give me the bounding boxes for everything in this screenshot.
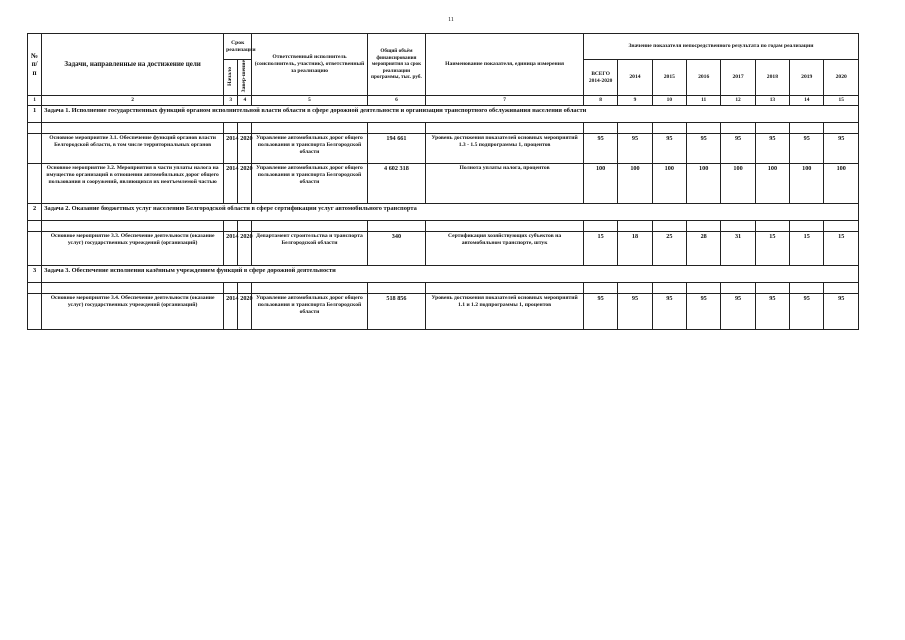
end-year: 2020 <box>238 232 252 266</box>
value-year: 95 <box>618 134 652 164</box>
column-number: 12 <box>721 96 755 106</box>
indicator-name: Уровень достижения показателей основных мероприятий 1.3 - 1.5 подпрограммы 1, процентов <box>426 134 584 164</box>
task-row <box>28 204 859 221</box>
task-num: 3 <box>28 266 42 283</box>
header-volume: Общий объём финансирования мероприятия за срок реализации программы, тыс. руб. <box>367 34 426 96</box>
column-number: 3 <box>224 96 238 106</box>
value-total: 95 <box>583 134 617 164</box>
header-year: 2014 <box>618 60 652 96</box>
column-number: 8 <box>583 96 617 106</box>
header-executor: Ответственный исполнитель (соисполнитель, участник), ответственный за реализацию <box>252 34 367 96</box>
header-tasks: Задачи, направленные на достижение цели <box>42 34 224 96</box>
column-number: 1 <box>28 96 42 106</box>
activity-name: Основное мероприятие 3.2. Мероприятия в части уплаты налога на имущество организаций в отношении автомобильных дорог общего пользования и сооружений, являющихся их неотъемлемой частью <box>42 164 224 204</box>
executor: Управление автомобильных дорог общего пользования и транспорта Белгородской области <box>252 164 367 204</box>
funding-volume: 4 602 318 <box>367 164 426 204</box>
header-start: Начало <box>227 66 234 86</box>
value-year: 18 <box>618 232 652 266</box>
value-year: 95 <box>755 134 789 164</box>
task-num: 2 <box>28 204 42 221</box>
value-year: 100 <box>824 164 859 204</box>
value-year: 95 <box>687 134 721 164</box>
value-year: 95 <box>721 294 755 330</box>
value-total: 95 <box>583 294 617 330</box>
start-year: 2014 <box>224 294 238 330</box>
value-total: 100 <box>583 164 617 204</box>
column-number: 5 <box>252 96 367 106</box>
value-year: 15 <box>790 232 824 266</box>
activity-name: Основное мероприятие 3.1. Обеспечение функций органов власти Белгородской области, в том числе территориальных органов <box>42 134 224 164</box>
value-year: 100 <box>721 164 755 204</box>
table-row <box>28 134 859 164</box>
value-year: 100 <box>687 164 721 204</box>
table-row <box>28 164 859 204</box>
column-number: 10 <box>652 96 686 106</box>
start-year: 2014 <box>224 134 238 164</box>
column-number: 7 <box>426 96 584 106</box>
task-row <box>28 266 859 283</box>
activity-name: Основное мероприятие 3.4. Обеспечение деятельности (оказание услуг) государственных учреждений (организаций) <box>42 294 224 330</box>
task-title: Задача 1. Исполнение государственных функций органом исполнительной власти области в сфере дорожной деятельности и организации транспортного обслуживания населения области <box>42 106 859 123</box>
value-year: 95 <box>790 134 824 164</box>
value-year: 95 <box>755 294 789 330</box>
end-year: 2020 <box>238 164 252 204</box>
start-year: 2014 <box>224 164 238 204</box>
task-row <box>28 106 859 123</box>
value-year: 100 <box>790 164 824 204</box>
header-year: 2015 <box>652 60 686 96</box>
value-year: 100 <box>652 164 686 204</box>
column-number: 14 <box>790 96 824 106</box>
column-number: 13 <box>755 96 789 106</box>
table-row <box>28 232 859 266</box>
header-term: Срок реализации <box>224 34 252 60</box>
header-total: ВСЕГО 2014-2020 <box>583 60 617 96</box>
value-year: 95 <box>790 294 824 330</box>
column-number: 11 <box>687 96 721 106</box>
value-year: 95 <box>824 134 859 164</box>
header-year: 2019 <box>790 60 824 96</box>
value-year: 28 <box>687 232 721 266</box>
indicators-table <box>27 33 859 330</box>
value-year: 25 <box>652 232 686 266</box>
value-total: 15 <box>583 232 617 266</box>
executor: Управление автомобильных дорог общего пользования и транспорта Белгородской области <box>252 134 367 164</box>
value-year: 95 <box>824 294 859 330</box>
column-number: 6 <box>367 96 426 106</box>
funding-volume: 340 <box>367 232 426 266</box>
column-number: 9 <box>618 96 652 106</box>
header-year: 2016 <box>687 60 721 96</box>
page-number: 11 <box>448 17 454 23</box>
header-num: № п/п <box>28 34 42 96</box>
value-year: 15 <box>824 232 859 266</box>
executor: Управление автомобильных дорог общего пользования и транспорта Белгородской области <box>252 294 367 330</box>
table-row <box>28 294 859 330</box>
value-year: 31 <box>721 232 755 266</box>
value-year: 95 <box>652 294 686 330</box>
end-year: 2020 <box>238 134 252 164</box>
header-values: Значение показателя непосредственного результата по годам реализации <box>583 34 858 60</box>
value-year: 95 <box>652 134 686 164</box>
value-year: 100 <box>755 164 789 204</box>
indicator-name: Уровень достижения показателей основных мероприятий 1.1 и 1.2 подпрограммы 1, процентов <box>426 294 584 330</box>
task-title: Задача 3. Обеспечение исполнения казённым учреждением функций в сфере дорожной деятельности <box>42 266 859 283</box>
task-num: 1 <box>28 106 42 123</box>
header-year: 2017 <box>721 60 755 96</box>
funding-volume: 518 856 <box>367 294 426 330</box>
value-year: 95 <box>687 294 721 330</box>
activity-name: Основное мероприятие 3.3. Обеспечение деятельности (оказание услуг) государственных учреждений (организаций) <box>42 232 224 266</box>
column-number: 4 <box>238 96 252 106</box>
header-year: 2020 <box>824 60 859 96</box>
value-year: 15 <box>755 232 789 266</box>
column-number-row <box>28 96 859 106</box>
task-title: Задача 2. Оказание бюджетных услуг населению Белгородской области в сфере сертификации услуг автомобильного транспорта <box>42 204 859 221</box>
header-indicator: Наименование показателя, единица измерения <box>426 34 584 96</box>
end-year: 2020 <box>238 294 252 330</box>
header-end: Завер-шение <box>241 60 248 93</box>
column-number: 2 <box>42 96 224 106</box>
executor: Департамент строительства и транспорта Белгородской области <box>252 232 367 266</box>
start-year: 2014 <box>224 232 238 266</box>
column-number: 15 <box>824 96 859 106</box>
funding-volume: 194 661 <box>367 134 426 164</box>
indicator-name: Сертификация хозяйствующих субъектов на автомобильном транспорте, штук <box>426 232 584 266</box>
value-year: 95 <box>618 294 652 330</box>
value-year: 95 <box>721 134 755 164</box>
value-year: 100 <box>618 164 652 204</box>
header-year: 2018 <box>755 60 789 96</box>
indicator-name: Полнота уплаты налога, процентов <box>426 164 584 204</box>
